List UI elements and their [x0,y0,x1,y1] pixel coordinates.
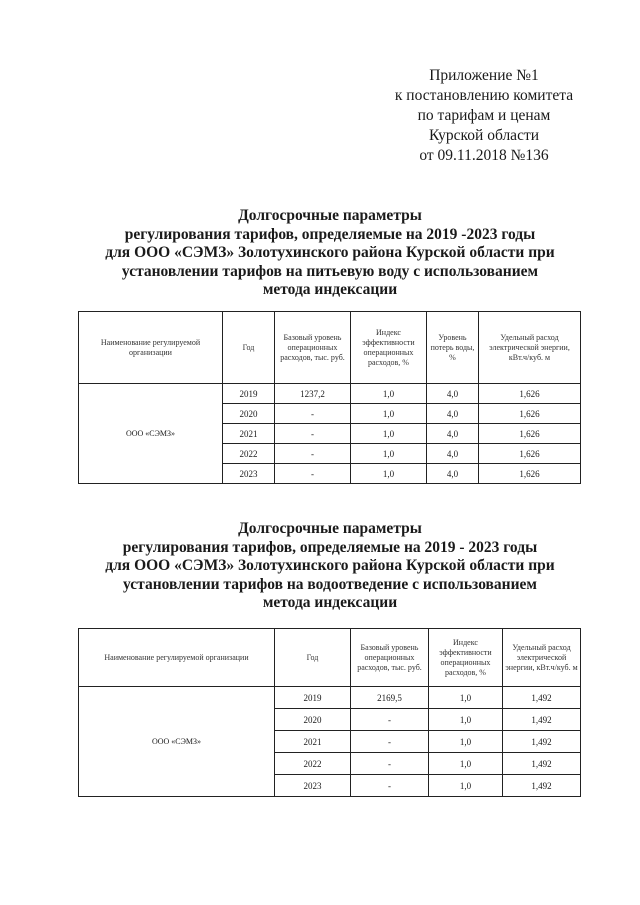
header-water-loss: Уровень потерь воды, % [427,312,479,384]
header-efficiency-index: Индекс эффективности операционных расходов, % [429,629,503,687]
header-base-opex: Базовый уровень операционных расходов, тыс. руб. [275,312,351,384]
section2-title [60,520,600,613]
base-opex-cell: - [351,753,429,775]
efficiency-cell: 1,0 [429,753,503,775]
energy-cell: 1,492 [503,775,581,797]
section1-title [60,207,600,300]
efficiency-cell: 1,0 [429,687,503,709]
efficiency-cell: 1,0 [351,464,427,484]
header-efficiency-index: Индекс эффективности операционных расходов, % [351,312,427,384]
base-opex-cell: - [275,464,351,484]
base-opex-cell: - [351,731,429,753]
base-opex-cell: - [351,709,429,731]
water-loss-cell: 4,0 [427,424,479,444]
wastewater-table [78,628,581,797]
table-row [79,687,581,709]
energy-cell: 1,626 [479,404,581,424]
header-energy-consumption: Удельный расход электрической энергии, кВт.ч/куб. м [503,629,581,687]
table-header-row [79,312,581,384]
section1-title-line: для ООО «СЭМЗ» Золотухинского района Курской области при [105,244,555,261]
base-opex-cell: - [275,404,351,424]
section2-title-line: метода индексации [262,594,398,611]
year-cell: 2022 [223,444,275,464]
energy-cell: 1,492 [503,687,581,709]
energy-cell: 1,492 [503,709,581,731]
energy-cell: 1,626 [479,424,581,444]
energy-cell: 1,492 [503,753,581,775]
efficiency-cell: 1,0 [351,404,427,424]
year-cell: 2020 [223,404,275,424]
section1-title-line: регулирования тарифов, определяемые на 2019 -2023 годы [124,225,536,243]
appendix-line: от 09.11.2018 №136 [419,147,549,164]
year-cell: 2020 [275,709,351,731]
section2-title-line: для ООО «СЭМЗ» Золотухинского района Курской области при [105,557,555,574]
appendix-header [372,66,596,166]
section1-title-line: Долгосрочные параметры [238,207,422,224]
base-opex-cell: - [275,444,351,464]
year-cell: 2023 [275,775,351,797]
energy-cell: 1,626 [479,384,581,404]
appendix-line: Курской области [428,127,540,144]
energy-cell: 1,626 [479,444,581,464]
section1-title-line: метода индексации [262,281,398,298]
year-cell: 2019 [223,384,275,404]
header-organization: Наименование регулируемой организации [79,629,275,687]
base-opex-cell: 2169,5 [351,687,429,709]
table-header-row [79,629,581,687]
appendix-line: Приложение №1 [429,67,539,84]
efficiency-cell: 1,0 [351,424,427,444]
energy-cell: 1,492 [503,731,581,753]
water-loss-cell: 4,0 [427,444,479,464]
organization-cell: ООО «СЭМЗ» [79,384,223,484]
base-opex-cell: 1237,2 [275,384,351,404]
year-cell: 2019 [275,687,351,709]
efficiency-cell: 1,0 [429,731,503,753]
year-cell: 2023 [223,464,275,484]
efficiency-cell: 1,0 [351,384,427,404]
appendix-line: к постановлению комитета [394,87,574,104]
year-cell: 2021 [275,731,351,753]
section2-title-line: установлении тарифов на водоотведение с использованием [123,575,537,593]
year-cell: 2021 [223,424,275,444]
header-year: Год [275,629,351,687]
section2-title-line: регулирования тарифов, определяемые на 2019 - 2023 годы [122,538,538,556]
header-organization: Наименование регулируемой организации [79,312,223,384]
table-row [79,384,581,404]
efficiency-cell: 1,0 [351,444,427,464]
energy-cell: 1,626 [479,464,581,484]
header-energy-consumption: Удельный расход электрической энергии, кВт.ч/куб. м [479,312,581,384]
section2-title-line: Долгосрочные параметры [238,520,422,537]
water-supply-table [78,311,581,484]
section1-title-line: установлении тарифов на питьевую воду с использованием [121,262,539,280]
year-cell: 2022 [275,753,351,775]
water-loss-cell: 4,0 [427,404,479,424]
appendix-line: по тарифам и ценам [417,107,551,124]
header-base-opex: Базовый уровень операционных расходов, тыс. руб. [351,629,429,687]
efficiency-cell: 1,0 [429,775,503,797]
base-opex-cell: - [351,775,429,797]
efficiency-cell: 1,0 [429,709,503,731]
water-loss-cell: 4,0 [427,464,479,484]
water-loss-cell: 4,0 [427,384,479,404]
base-opex-cell: - [275,424,351,444]
header-year: Год [223,312,275,384]
organization-cell: ООО «СЭМЗ» [79,687,275,797]
